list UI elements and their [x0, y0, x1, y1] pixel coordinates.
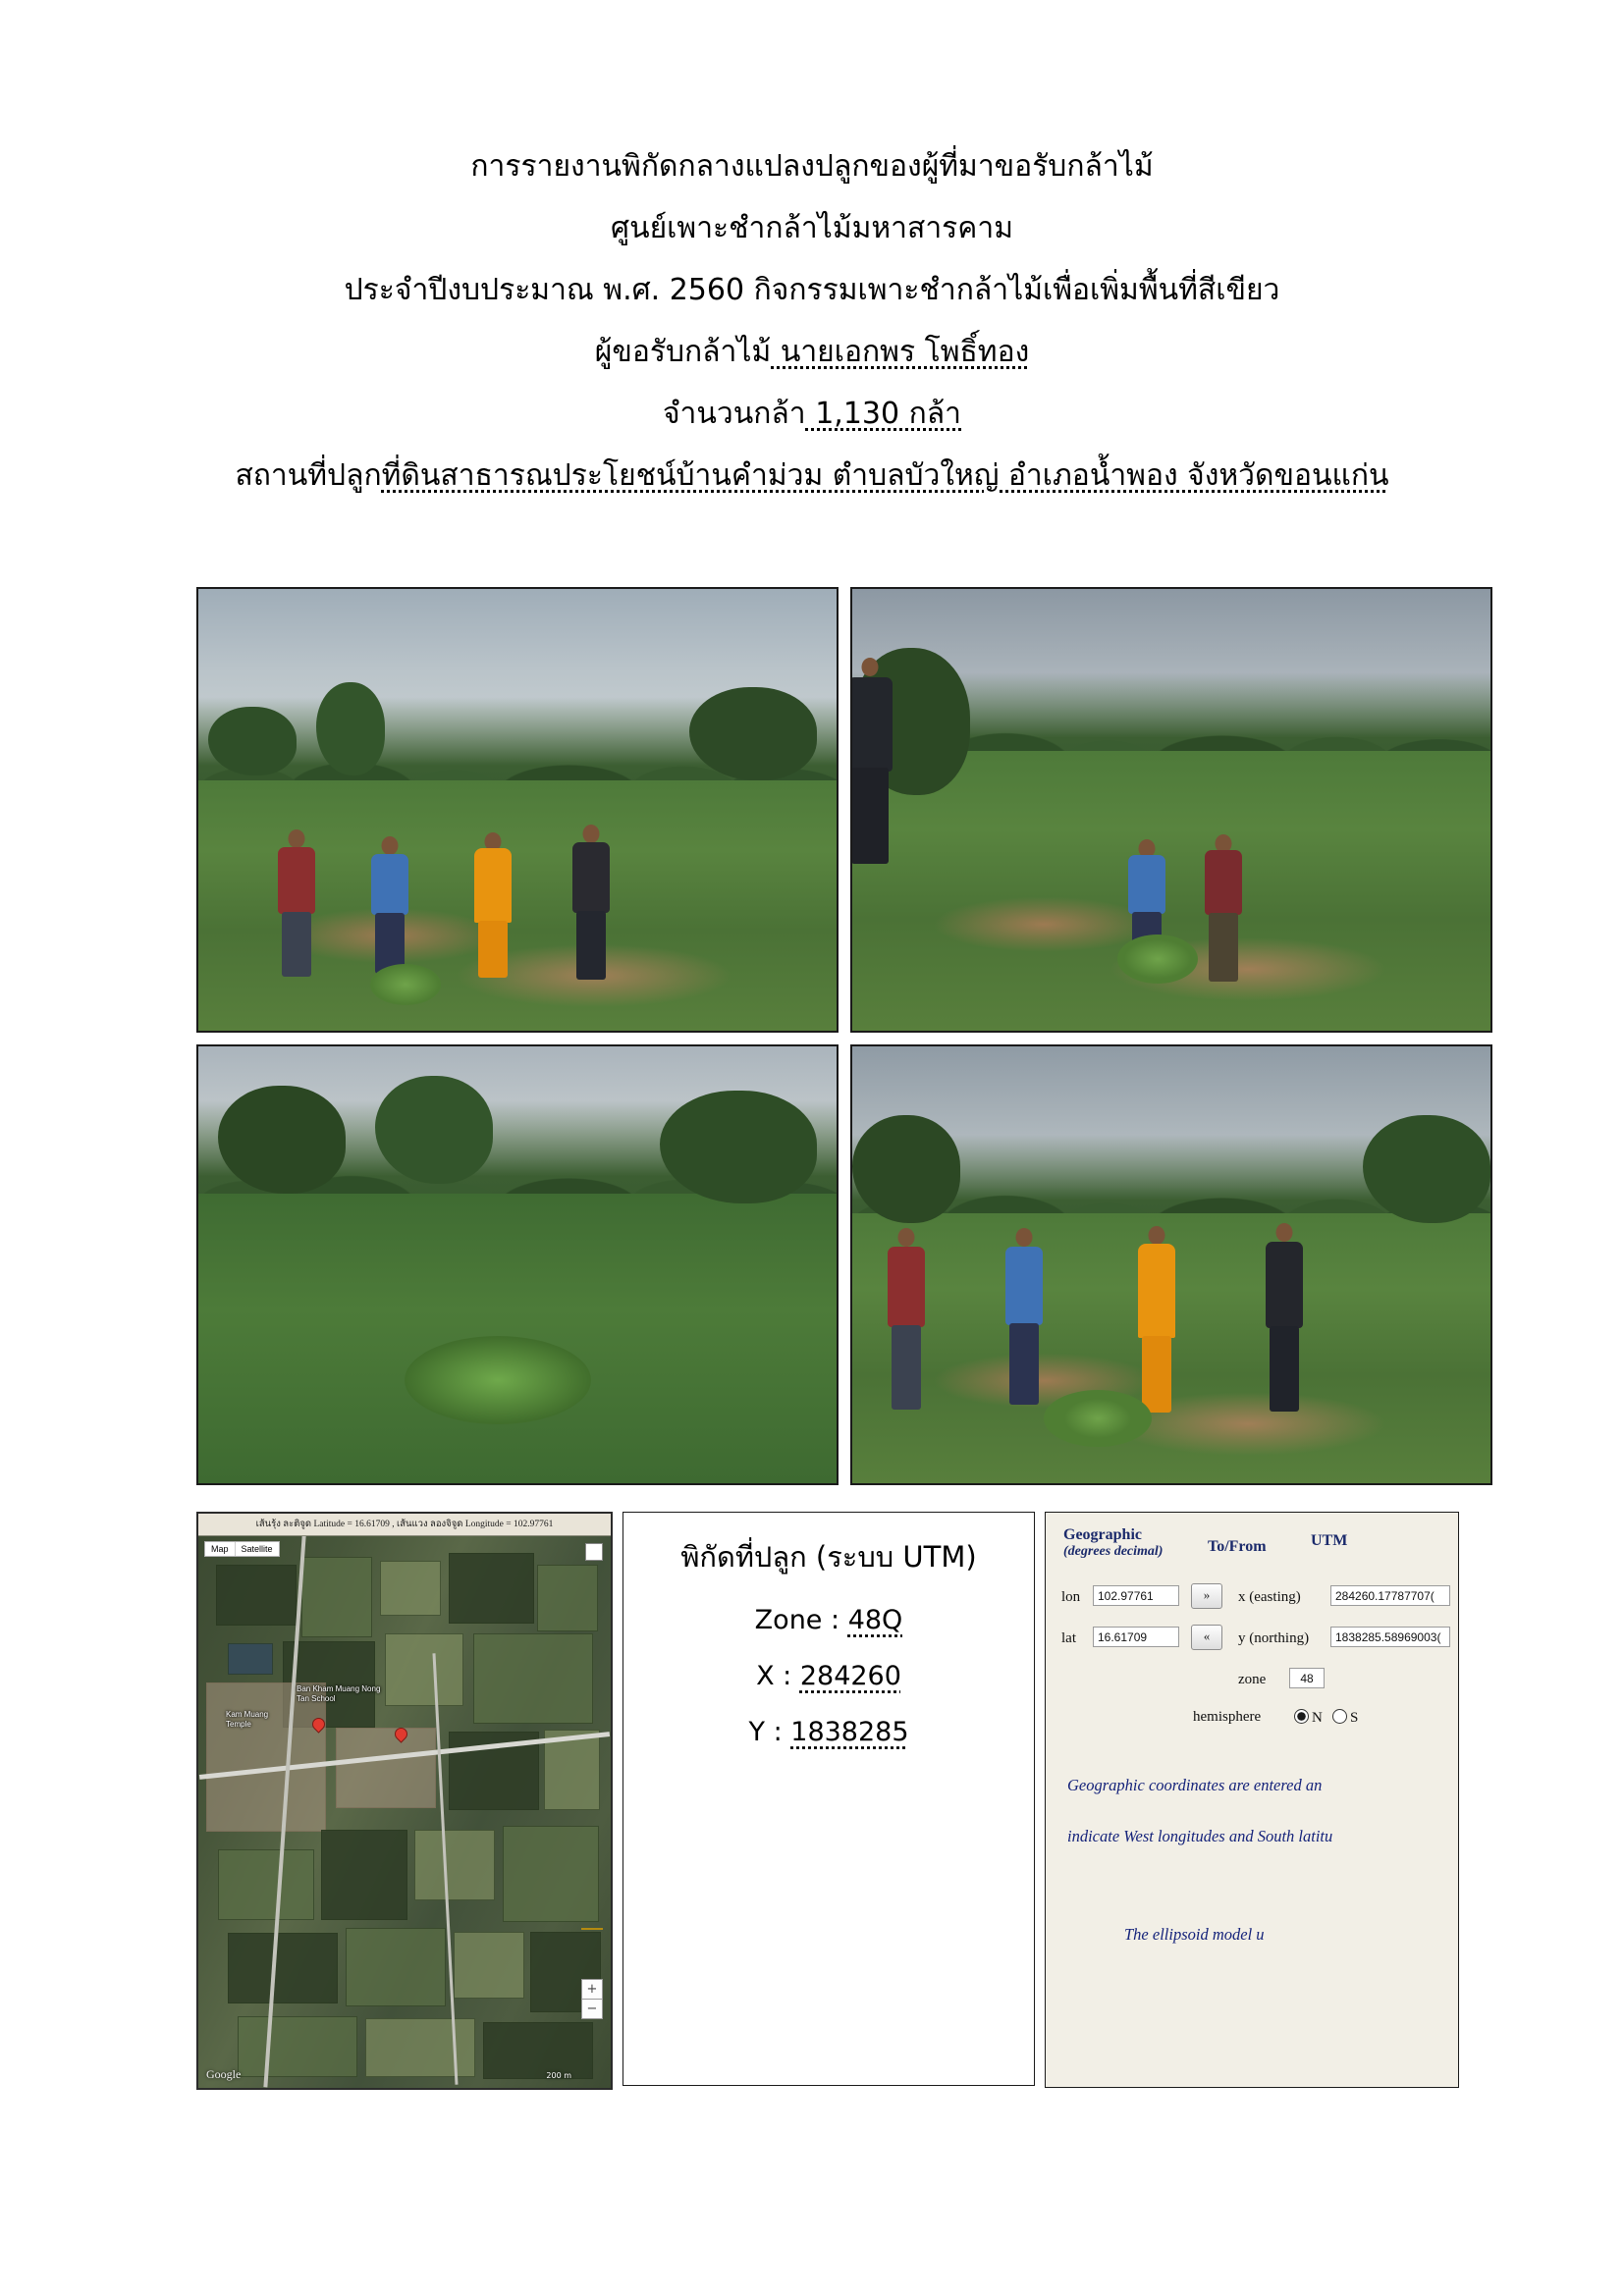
map-parcel	[483, 2022, 593, 2079]
bottom-panels	[196, 1512, 1459, 2090]
photo-bottom-left	[196, 1044, 839, 1485]
utm-zone-row	[623, 1605, 1034, 1635]
map-parcel	[414, 1830, 495, 1900]
converter-geographic-subtitle: (degrees decimal)	[1063, 1544, 1164, 1559]
map-village-area	[336, 1728, 436, 1808]
utm-coordinates-panel	[623, 1512, 1035, 2086]
title-line-3: ประจำปีงบประมาณ พ.ศ. 2560 กิจกรรมเพาะชำกล้าไม้เพื่อเพิ่มพื้นที่สีเขียว	[344, 273, 1280, 307]
converter-zone-label: zone	[1238, 1672, 1267, 1687]
ground-layer	[852, 751, 1490, 1031]
converter-note-line-3: The ellipsoid model u	[1124, 1925, 1265, 1944]
photo-top-left	[196, 587, 839, 1033]
bush-shape	[218, 1086, 346, 1194]
bush-shape	[689, 687, 817, 780]
field-quantity	[0, 383, 1624, 445]
converter-geographic-title: Geographic	[1063, 1526, 1142, 1543]
converter-lon-input[interactable]: 102.97761	[1093, 1585, 1179, 1606]
converter-geographic-header	[1063, 1526, 1163, 1560]
utm-x-separator: :	[783, 1661, 800, 1691]
converter-note-line-2: indicate West longitudes and South latitu	[1067, 1827, 1333, 1845]
map-parcel	[449, 1553, 534, 1624]
bush-shape	[316, 682, 385, 775]
map-parcel	[385, 1633, 463, 1706]
converter-hemisphere-south-option[interactable]	[1332, 1709, 1358, 1727]
converter-hemisphere-north-label: N	[1312, 1710, 1323, 1726]
map-parcel	[365, 2018, 475, 2077]
map-village-area	[206, 1682, 326, 1832]
map-surface[interactable]	[198, 1535, 611, 2088]
converter-hemisphere-south-label: S	[1350, 1710, 1359, 1726]
map-parcel	[228, 1933, 338, 2003]
map-parcel	[454, 1932, 524, 1999]
map-zoom-out-button[interactable]: −	[581, 1999, 603, 2019]
map-parcel	[238, 2016, 357, 2077]
map-waterbody	[228, 1643, 273, 1675]
map-type-map-button[interactable]: Map	[211, 1544, 229, 1554]
field-applicant-label: ผู้ขอรับกล้าไม้	[594, 335, 772, 369]
field-location-label: สถานที่ปลูก	[235, 458, 382, 493]
field-applicant	[0, 321, 1624, 383]
utm-x-label: X	[756, 1661, 775, 1691]
photo-top-right	[850, 587, 1492, 1033]
field-location	[0, 445, 1624, 507]
coordinate-converter-panel[interactable]	[1045, 1512, 1459, 2088]
plant-shape	[370, 964, 441, 1005]
map-place-label-school: Ban Kham Muang Nong Tan School	[297, 1684, 381, 1703]
map-parcel	[537, 1565, 598, 1631]
photo-bottom-right	[850, 1044, 1492, 1485]
map-parcel	[346, 1928, 446, 2006]
converter-note-line-1: Geographic coordinates are entered an	[1067, 1776, 1323, 1794]
map-zoom-in-button[interactable]: +	[581, 1979, 603, 2000]
converter-easting-input[interactable]: 284260.17787707(	[1330, 1585, 1450, 1606]
map-parcel	[473, 1633, 593, 1724]
converter-to-utm-button[interactable]: »	[1191, 1583, 1222, 1609]
converter-northing-input[interactable]: 1838285.58969003(	[1330, 1627, 1450, 1647]
utm-x-value: 284260	[799, 1661, 901, 1691]
bush-shape	[852, 1115, 960, 1223]
converter-hemisphere-label: hemisphere	[1193, 1709, 1262, 1725]
radio-south-icon[interactable]	[1332, 1709, 1347, 1724]
document-header	[0, 0, 1624, 507]
converter-utm-header: UTM	[1311, 1532, 1348, 1549]
field-applicant-value: นายเอกพร โพธิ์ทอง	[771, 335, 1030, 369]
converter-zone-input[interactable]: 48	[1289, 1668, 1325, 1688]
converter-hemisphere-north-option[interactable]	[1294, 1709, 1323, 1727]
utm-zone-separator: :	[831, 1605, 848, 1635]
field-location-value: ที่ดินสาธารณประโยชน์บ้านคำม่วม ตำบลบัวใหญ่ อำเภอน้ำพอง จังหวัดขอนแก่น	[381, 458, 1389, 493]
utm-y-separator: :	[773, 1717, 791, 1747]
converter-northing-label: y (northing)	[1238, 1630, 1310, 1646]
photo-row-bottom	[196, 1044, 1492, 1485]
plant-shape	[405, 1336, 591, 1424]
title-line-1: การรายงานพิกัดกลางแปลงปลูกของผู้ที่มาขอรับกล้าไม้	[470, 149, 1154, 184]
utm-y-row	[623, 1717, 1034, 1747]
map-parcel	[503, 1826, 599, 1922]
utm-zone-label: Zone	[754, 1605, 823, 1635]
utm-y-value: 1838285	[790, 1717, 909, 1747]
utm-panel-title: พิกัดที่ปลูก (ระบบ UTM)	[680, 1540, 977, 1574]
satellite-map-panel[interactable]	[196, 1512, 613, 2090]
map-parcel	[218, 1849, 314, 1920]
converter-to-geo-button[interactable]: «	[1191, 1625, 1222, 1650]
plant-shape	[1044, 1390, 1152, 1447]
map-provider-logo: Google	[206, 2067, 242, 2081]
utm-zone-value: 48Q	[847, 1605, 903, 1635]
field-quantity-label: จำนวนกล้า	[662, 397, 806, 431]
radio-north-icon[interactable]	[1294, 1709, 1309, 1724]
map-type-satellite-button[interactable]: Satellite	[235, 1542, 279, 1556]
photo-row-top	[196, 587, 1492, 1033]
map-parcel	[321, 1830, 407, 1920]
map-pegman-icon[interactable]	[581, 1928, 603, 1930]
map-parcel	[380, 1561, 441, 1616]
converter-lat-input[interactable]: 16.61709	[1093, 1627, 1179, 1647]
map-fullscreen-icon[interactable]	[585, 1543, 603, 1561]
map-type-toolbar[interactable]	[204, 1541, 280, 1557]
map-parcel	[216, 1565, 297, 1626]
map-parcel	[301, 1557, 372, 1637]
utm-y-label: Y	[748, 1717, 765, 1747]
photo-grid	[196, 587, 1492, 1497]
converter-tofrom-header: To/From	[1208, 1538, 1267, 1555]
converter-easting-label: x (easting)	[1238, 1589, 1301, 1605]
bush-shape	[1363, 1115, 1490, 1223]
plant-shape	[1117, 934, 1198, 984]
utm-x-row	[623, 1661, 1034, 1691]
field-quantity-value: 1,130 กล้า	[805, 397, 962, 431]
map-coordinate-caption: เส้นรุ้ง ละติจูด Latitude = 16.61709 , เส้นแวง ลองจิจูด Longitude = 102.97761	[198, 1514, 611, 1536]
map-place-label-temple: Kam Muang Temple	[226, 1710, 269, 1729]
title-line-2: ศูนย์เพาะชำกล้าไม้มหาสารคาม	[611, 211, 1013, 245]
map-scale-label: 200 m	[546, 2071, 571, 2080]
converter-lon-label: lon	[1061, 1589, 1081, 1605]
bush-shape	[208, 707, 297, 775]
converter-lat-label: lat	[1061, 1630, 1076, 1646]
bush-shape	[375, 1076, 493, 1184]
